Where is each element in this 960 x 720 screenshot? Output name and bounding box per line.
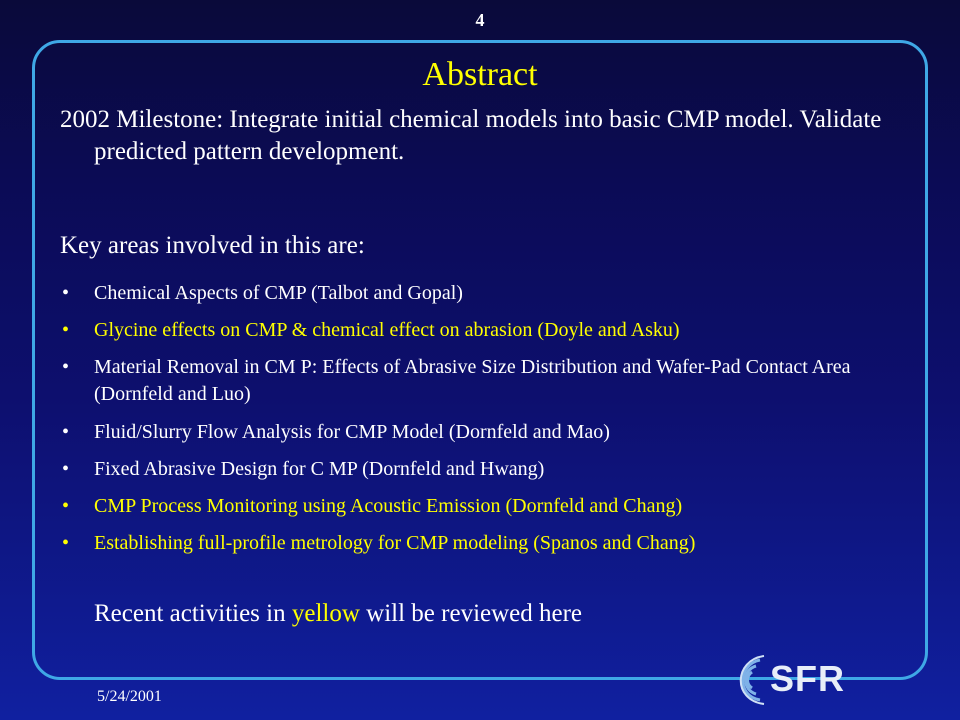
bullet-icon: • [62,495,70,517]
recent-after: will be reviewed here [359,600,583,627]
key-areas-list [60,280,920,567]
milestone-text: 2002 Milestone: Integrate initial chemical models into basic CMP model. Validate predicted pattern development. [60,106,882,165]
recent-activities-note [94,598,914,630]
slide-title: Abstract [422,56,538,93]
footer-date: 5/24/2001 [97,688,162,705]
list-item-text: Establishing full-profile metrology for CMP modeling (Spanos and Chang) [94,532,696,554]
bullet-icon: • [62,532,70,554]
list-item [60,419,920,446]
list-item-text: Material Removal in CM P: Effects of Abrasive Size Distribution and Wafer-Pad Contact Area (Dornfeld and Luo) [94,356,851,405]
recent-highlight: yellow [291,600,360,627]
recent-before: Recent activities in [94,600,292,627]
list-item [60,456,920,483]
list-item-text: Chemical Aspects of CMP (Talbot and Gopal) [94,282,463,304]
bullet-icon: • [62,282,70,304]
bullet-icon: • [62,421,70,443]
key-areas-intro: Key areas involved in this are: [60,232,365,259]
list-item [60,280,920,307]
list-item-text: Fixed Abrasive Design for C MP (Dornfeld and Hwang) [94,458,545,480]
bullet-icon: • [62,458,70,480]
bullet-icon: • [62,319,70,341]
list-item-text: Glycine effects on CMP & chemical effect on abrasion (Doyle and Asku) [94,319,680,341]
list-item-text: Fluid/Slurry Flow Analysis for CMP Model (Dornfeld and Mao) [94,421,610,443]
list-item [60,354,920,408]
sfr-logo-text: SFR [770,658,845,699]
bullet-icon: • [62,356,70,378]
page-number: 4 [475,10,485,30]
list-item [60,530,920,557]
list-item-text: CMP Process Monitoring using Acoustic Emission (Dornfeld and Chang) [94,495,683,517]
list-item [60,493,920,520]
list-item [60,317,920,344]
